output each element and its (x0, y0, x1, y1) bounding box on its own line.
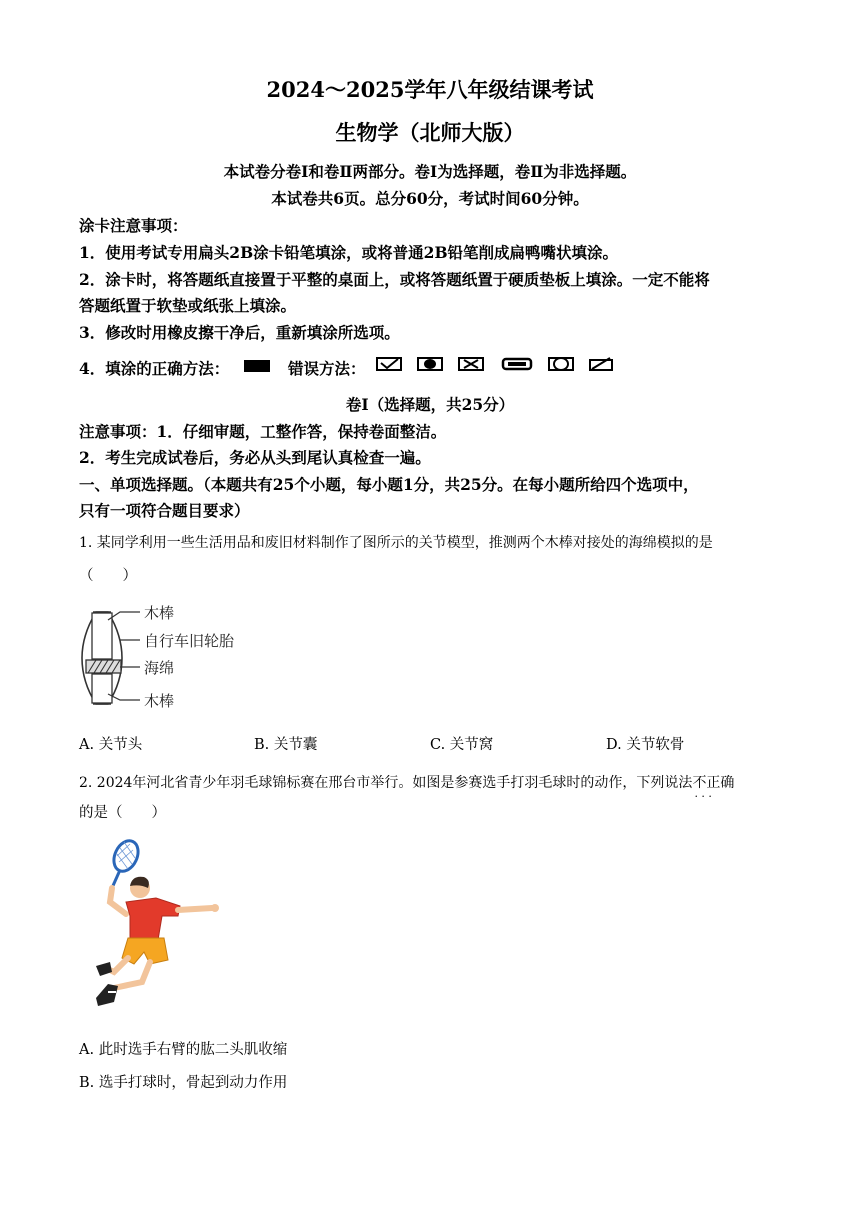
card-note-3: 3．修改时用橡皮擦干净后，重新填涂所选项。 (79, 323, 400, 342)
correct-fill-mark-icon (244, 360, 270, 372)
wrong-mark-outline-icon (503, 359, 531, 369)
q2-option-a: A. 此时选手右臂的肱二头肌收缩 (79, 1042, 288, 1058)
q2-option-b: B. 选手打球时，骨起到动力作用 (79, 1075, 288, 1091)
intro-line-1: 本试卷分卷Ⅰ和卷Ⅱ两部分。卷Ⅰ为选择题，卷Ⅱ为非选择题。 (223, 162, 637, 181)
q2-stem-b: 的是（ ） (79, 805, 166, 821)
q1-option-d: D. 关节软骨 (606, 737, 685, 753)
q2-stem-a: 2. 2024年河北省青少年羽毛球锦标赛在邢台市举行。如图是参赛选手打羽毛球时的动作，下列说法 (79, 775, 693, 791)
part-instructions-a: 一、单项选择题。（本题共有25个小题，每小题1分，共25分。在每小题所给四个选项中， (79, 475, 699, 494)
card-note-4-correct: 4．填涂的正确方法： (79, 359, 230, 378)
card-note-1: 1．使用考试专用扁头2B涂卡铅笔填涂，或将普通2B铅笔削成扁鸭嘴状填涂。 (79, 243, 619, 262)
card-notes-heading: 涂卡注意事项： (79, 216, 188, 235)
label-stick-top: 木棒 (144, 604, 175, 622)
q1-option-c: C. 关节窝 (430, 737, 494, 753)
q2-stem-line-1 (79, 772, 799, 792)
section-1-note-1: 注意事项：1．仔细审题，工整作答，保持卷面整洁。 (79, 422, 447, 441)
wrong-mark-slash-icon (590, 358, 612, 370)
label-tire: 自行车旧轮胎 (144, 632, 235, 650)
wrong-mark-circle-icon (549, 358, 573, 370)
wrong-marks-icon (376, 355, 626, 375)
q1-paren: （ ） (79, 568, 137, 584)
section-1-title: 卷Ⅰ（选择题，共25分） (345, 395, 515, 414)
exam-subject: 生物学（北师大版） (335, 120, 525, 145)
part-instructions-b: 只有一项符合题目要求） (79, 501, 250, 520)
wrong-mark-cross-icon (459, 358, 483, 370)
exam-title: 2024～2025学年八年级结课考试 (266, 77, 594, 102)
card-note-2a: 2．涂卡时，将答题纸直接置于平整的桌面上，或将答题纸置于硬质垫板上填涂。一定不能将 (79, 270, 710, 289)
q1-stem: 1. 某同学利用一些生活用品和废旧材料制作了图所示的关节模型，推测两个木棒对接处的海绵模拟的是 (79, 535, 713, 551)
q1-option-b: B. 关节囊 (254, 737, 318, 753)
wrong-mark-check-icon (377, 358, 401, 370)
wrong-mark-dot-icon (418, 358, 442, 370)
intro-line-2: 本试卷共6页。总分60分，考试时间60分钟。 (271, 189, 589, 208)
card-note-2b: 答题纸置于软垫或纸张上填涂。 (79, 296, 297, 315)
section-1-note-2: 2．考生完成试卷后，务必从头到尾认真检查一遍。 (79, 448, 431, 467)
label-sponge: 海绵 (144, 659, 175, 677)
label-stick-bottom: 木棒 (144, 692, 175, 710)
q1-option-a: A. 关节头 (79, 737, 143, 753)
card-note-4-wrong: 错误方法： (288, 359, 366, 378)
q2-stem-emphasis: 不正确 · · · (692, 775, 734, 791)
badminton-player-illustration (84, 836, 234, 1018)
joint-model-diagram (78, 600, 258, 715)
